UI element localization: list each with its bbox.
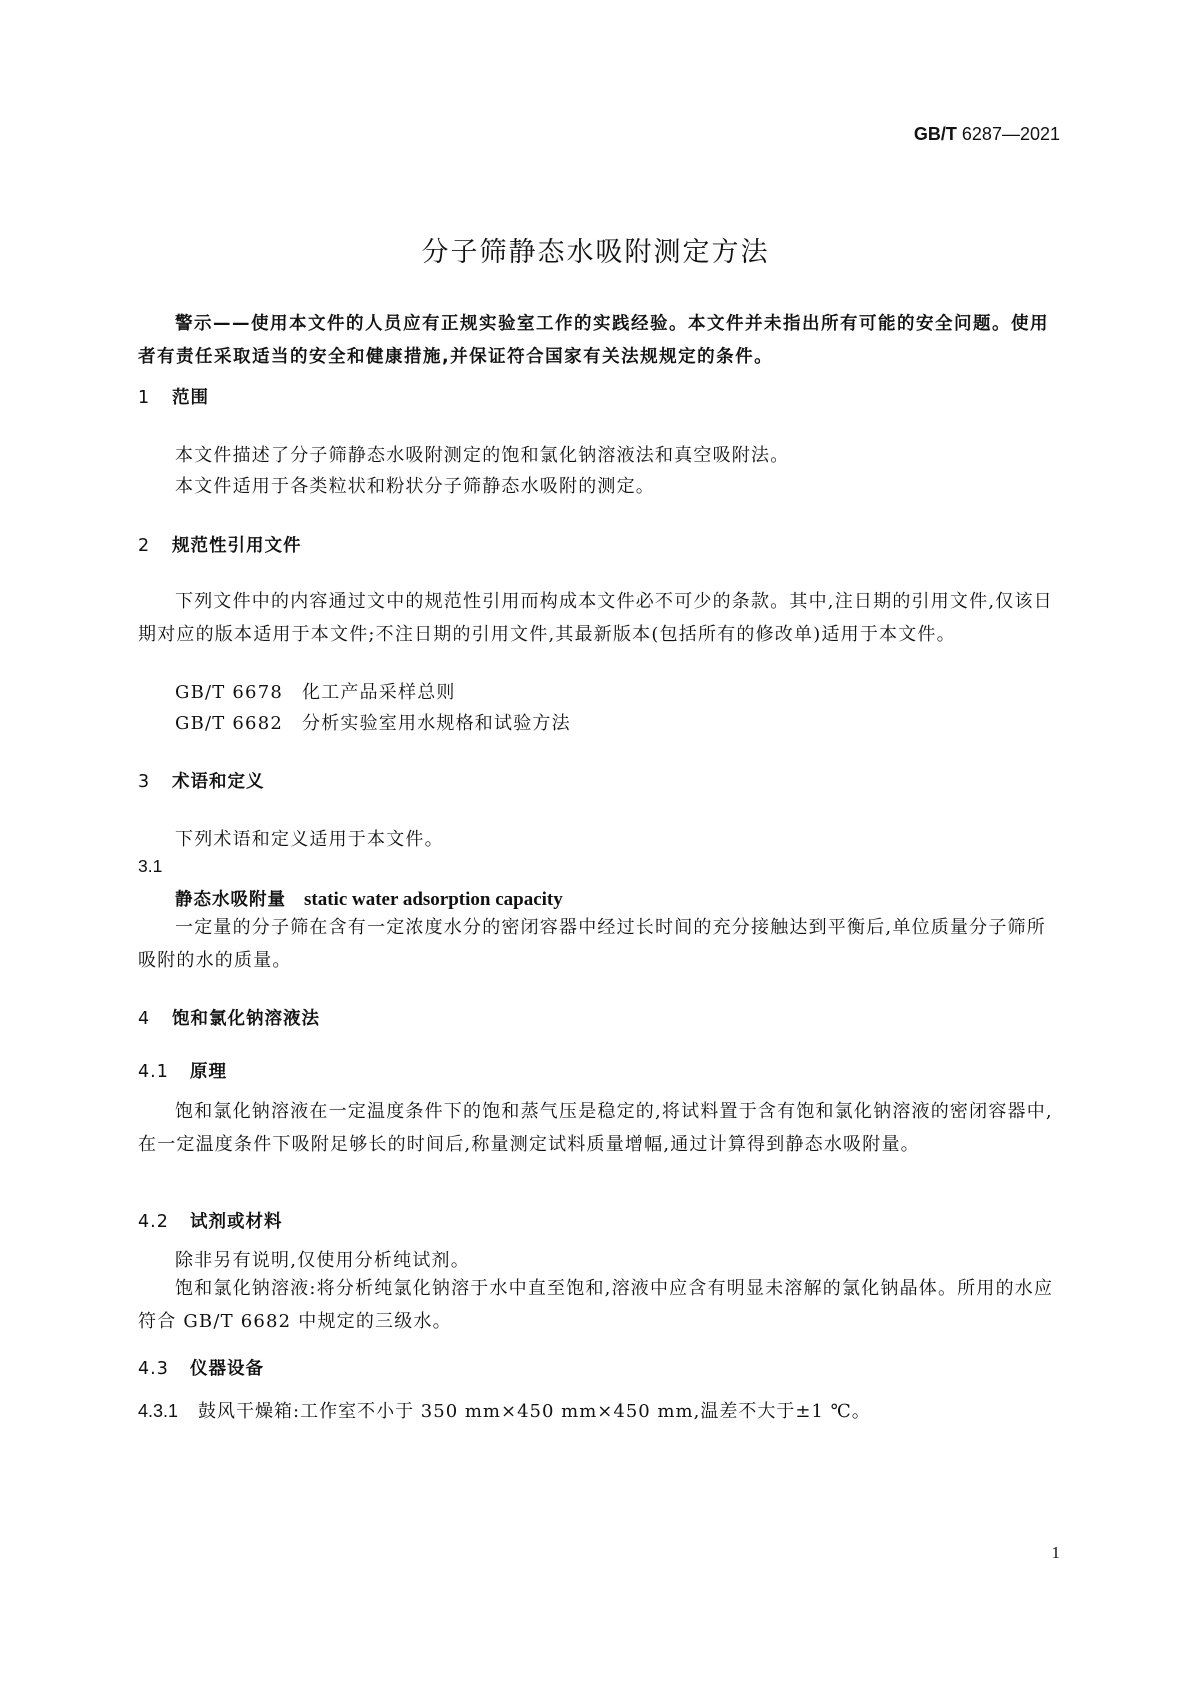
subsection-number: 4.3 bbox=[138, 1359, 169, 1379]
section-1-paragraph-1: 本文件描述了分子筛静态水吸附测定的饱和氯化钠溶液法和真空吸附法。 bbox=[175, 445, 790, 466]
section-number: 3 bbox=[138, 772, 151, 792]
page-number: 1 bbox=[1051, 1543, 1060, 1562]
section-2-paragraph: 下列文件中的内容通过文中的规范性引用而构成本文件必不可少的条款。其中,注日期的引用文件,仅该日期对应的版本适用于本文件;不注日期的引用文件,其最新版本(包括所有的修改单)适用于本文件。 bbox=[138, 591, 1053, 645]
subsection-title: 仪器设备 bbox=[190, 1359, 264, 1379]
term-definition: 一定量的分子筛在含有一定浓度水分的密闭容器中经过长时间的充分接触达到平衡后,单位质量分子筛所吸附的水的质量。 bbox=[138, 917, 1046, 971]
section-1-paragraph-2: 本文件适用于各类粒状和粉状分子筛静态水吸附的测定。 bbox=[175, 476, 655, 497]
subsection-title: 原理 bbox=[190, 1062, 227, 1082]
subsection-4-2-paragraph-1: 除非另有说明,仅使用分析纯试剂。 bbox=[175, 1250, 470, 1271]
subsection-4-1-paragraph: 饱和氯化钠溶液在一定温度条件下的饱和蒸气压是稳定的,将试料置于含有饱和氯化钠溶液的密闭容器中,在一定温度条件下吸附足够长的时间后,称量测定试料质量增幅,通过计算得到静态水吸附量。 bbox=[138, 1101, 1053, 1155]
subsection-title: 试剂或材料 bbox=[190, 1212, 283, 1232]
section-number: 1 bbox=[138, 388, 151, 408]
section-1-heading bbox=[138, 384, 209, 409]
warning-paragraph: 警示——使用本文件的人员应有正规实验室工作的实践经验。本文件并未指出所有可能的安全问题。使用者有责任采取适当的安全和健康措施,并保证符合国家有关法规规定的条件。 bbox=[138, 314, 1049, 367]
reference-code: GB/T 6678 bbox=[175, 682, 284, 703]
section-number: 4 bbox=[138, 1009, 151, 1029]
term-entry bbox=[175, 886, 563, 911]
section-title: 范围 bbox=[172, 388, 209, 408]
subsection-4-2-heading bbox=[138, 1208, 283, 1233]
subsection-4-3-heading bbox=[138, 1355, 264, 1380]
standard-code bbox=[914, 124, 1060, 145]
term-english: static water adsorption capacity bbox=[304, 889, 563, 910]
section-title: 饱和氯化钠溶液法 bbox=[172, 1009, 320, 1029]
section-title: 规范性引用文件 bbox=[172, 536, 302, 556]
reference-item bbox=[175, 709, 571, 735]
subsection-number: 4.2 bbox=[138, 1212, 169, 1232]
page-title: 分子筛静态水吸附测定方法 bbox=[421, 237, 770, 268]
clause-number: 4.3.1 bbox=[138, 1401, 179, 1421]
standard-number: 6287—2021 bbox=[961, 124, 1060, 144]
clause-text: 鼓风干燥箱:工作室不小于 350 mm×450 mm×450 mm,温差不大于±1 ℃。 bbox=[198, 1401, 871, 1422]
standard-prefix: GB/T bbox=[913, 124, 957, 144]
reference-code: GB/T 6682 bbox=[175, 713, 284, 734]
reference-item bbox=[175, 678, 456, 704]
reference-title: 化工产品采样总则 bbox=[302, 682, 456, 703]
subsection-number: 4.1 bbox=[138, 1062, 169, 1082]
section-title: 术语和定义 bbox=[172, 772, 265, 792]
term-number: 3.1 bbox=[138, 856, 163, 876]
subsection-4-1-heading bbox=[138, 1058, 227, 1083]
term-chinese: 静态水吸附量 bbox=[175, 890, 286, 910]
subsection-4-2-paragraph-2: 饱和氯化钠溶液:将分析纯氯化钠溶于水中直至饱和,溶液中应含有明显未溶解的氯化钠晶体。所用的水应符合 GB/T 6682 中规定的三级水。 bbox=[138, 1278, 1054, 1332]
section-4-heading bbox=[138, 1005, 320, 1030]
section-3-paragraph: 下列术语和定义适用于本文件。 bbox=[175, 829, 444, 850]
section-2-heading bbox=[138, 532, 302, 557]
section-number: 2 bbox=[138, 536, 151, 556]
clause-4-3-1 bbox=[138, 1397, 871, 1423]
section-3-heading bbox=[138, 768, 265, 793]
reference-title: 分析实验室用水规格和试验方法 bbox=[302, 713, 571, 734]
